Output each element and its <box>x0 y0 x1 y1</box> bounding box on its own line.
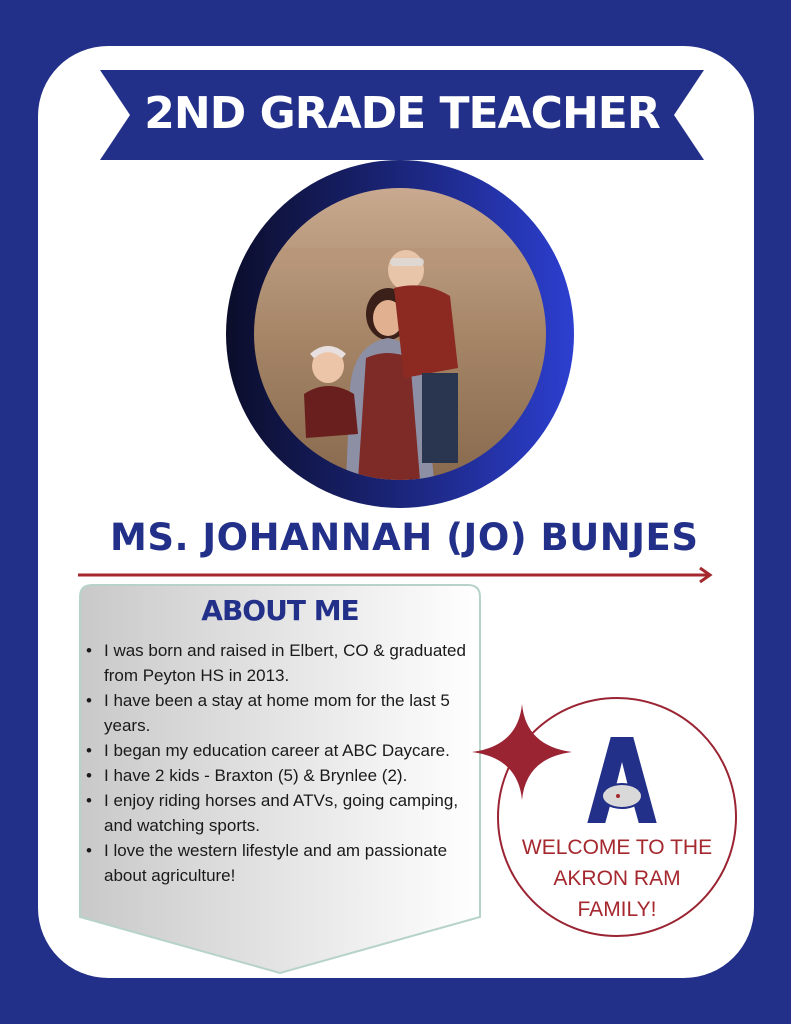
bullet-icon: • <box>86 741 92 760</box>
welcome-line-2: AKRON RAM <box>553 867 681 890</box>
teacher-name: MS. JOHANNAH (JO) BUNJES <box>110 516 699 559</box>
bullet-icon: • <box>86 841 92 860</box>
list-item: • I have 2 kids - Braxton (5) & Brynlee (2). <box>86 763 472 788</box>
about-title: ABOUT ME <box>201 594 359 627</box>
title-banner <box>100 70 704 160</box>
welcome-message <box>510 832 724 925</box>
list-item: • I was born and raised in Elbert, CO & graduated from Peyton HS in 2013. <box>86 638 472 688</box>
banner-title: 2ND GRADE TEACHER <box>144 87 660 139</box>
list-item: • I have been a stay at home mom for the last 5 years. <box>86 688 472 738</box>
sparkle-icon <box>470 702 574 802</box>
welcome-line-1: WELCOME TO THE <box>521 836 713 859</box>
divider-arrow <box>78 566 714 584</box>
welcome-line-3: FAMILY! <box>577 898 657 921</box>
teacher-photo <box>254 188 546 480</box>
ram-logo-icon <box>580 730 664 830</box>
bullet-icon: • <box>86 766 92 785</box>
bullet-icon: • <box>86 791 92 810</box>
list-item: • I began my education career at ABC Daycare. <box>86 738 472 763</box>
list-item: • I love the western lifestyle and am passionate about agriculture! <box>86 838 472 888</box>
about-list <box>86 638 472 888</box>
bullet-icon: • <box>86 691 92 710</box>
bullet-icon: • <box>86 641 92 660</box>
list-item: • I enjoy riding horses and ATVs, going camping, and watching sports. <box>86 788 472 838</box>
